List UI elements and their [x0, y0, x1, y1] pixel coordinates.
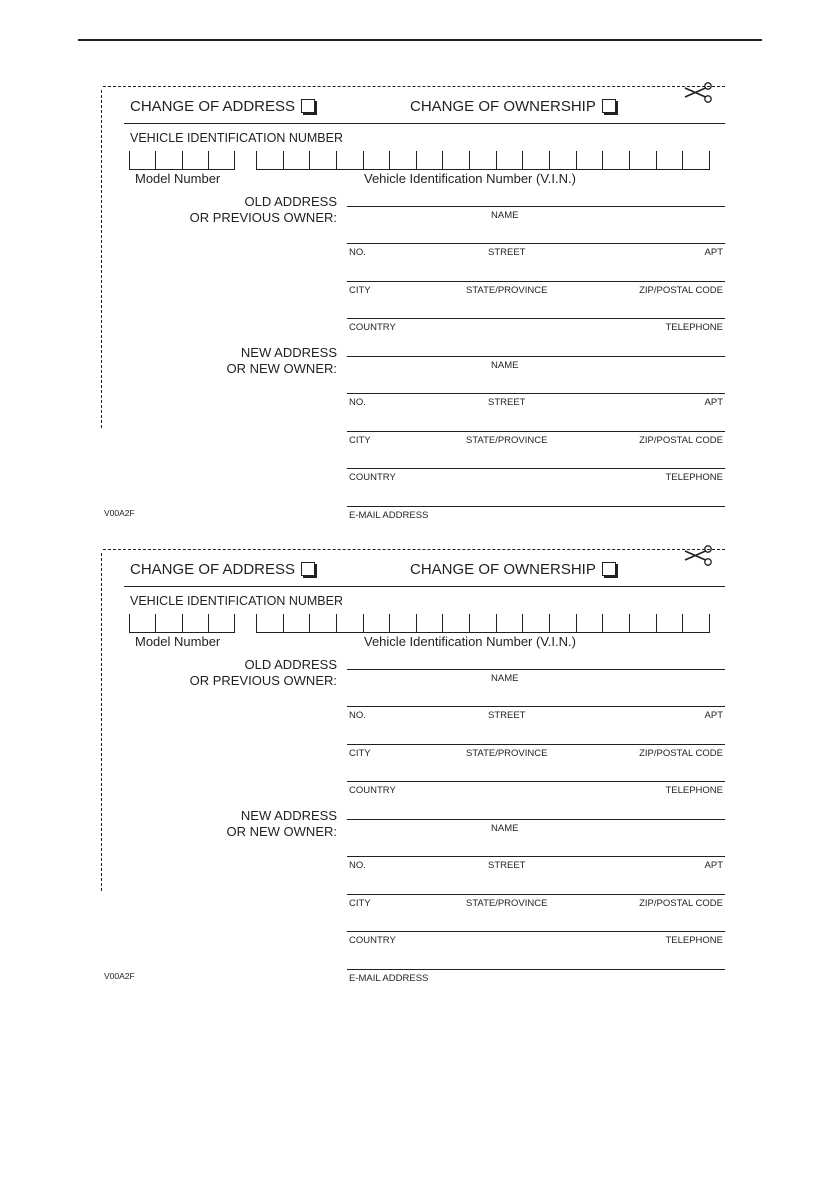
name-label: NAME	[491, 673, 519, 684]
character-box[interactable]	[442, 614, 469, 632]
street-label: STREET	[488, 710, 526, 721]
no-label: NO.	[349, 710, 366, 721]
change-of-ownership-option[interactable]	[410, 98, 616, 115]
character-box[interactable]	[309, 614, 336, 632]
email-field[interactable]	[347, 969, 725, 984]
country-label: COUNTRY	[349, 935, 396, 946]
character-box[interactable]	[155, 151, 181, 169]
change-of-ownership-label: CHANGE OF OWNERSHIP	[410, 98, 596, 115]
character-box[interactable]	[416, 614, 443, 632]
zip-label: ZIP/POSTAL CODE	[639, 748, 723, 759]
character-box[interactable]	[208, 151, 235, 169]
character-box[interactable]	[682, 614, 710, 632]
old-owner-line1: OLD ADDRESS	[244, 194, 337, 209]
model-number-caption: Model Number	[135, 171, 221, 186]
state-label: STATE/PROVINCE	[466, 285, 548, 296]
old-country-field[interactable]	[347, 318, 725, 333]
new-owner-heading	[227, 345, 338, 376]
vin-boxes[interactable]	[256, 614, 710, 633]
character-box[interactable]	[256, 614, 283, 632]
character-box[interactable]	[576, 614, 603, 632]
new-city-field[interactable]	[347, 894, 725, 909]
character-box[interactable]	[129, 151, 155, 169]
change-of-ownership-option[interactable]	[410, 561, 616, 578]
checkbox-icon[interactable]	[301, 562, 315, 576]
checkbox-icon[interactable]	[301, 99, 315, 113]
scissors-icon	[683, 543, 713, 569]
country-label: COUNTRY	[349, 785, 396, 796]
name-label: NAME	[491, 360, 519, 371]
header-rule	[124, 123, 725, 124]
old-owner-line2: OR PREVIOUS OWNER:	[189, 209, 337, 225]
character-box[interactable]	[602, 151, 629, 169]
character-box[interactable]	[363, 614, 390, 632]
new-country-field[interactable]	[347, 931, 725, 946]
left-cut-line	[101, 553, 102, 891]
vin-header: VEHICLE IDENTIFICATION NUMBER	[130, 131, 343, 145]
character-box[interactable]	[182, 614, 208, 632]
character-box[interactable]	[256, 151, 283, 169]
cut-line	[103, 86, 725, 87]
character-box[interactable]	[389, 151, 416, 169]
character-box[interactable]	[522, 614, 549, 632]
country-label: COUNTRY	[349, 472, 396, 483]
email-label: E-MAIL ADDRESS	[349, 973, 429, 984]
new-street-field[interactable]	[347, 856, 725, 871]
cut-line	[103, 549, 725, 550]
old-owner-heading	[190, 194, 337, 225]
zip-label: ZIP/POSTAL CODE	[639, 285, 723, 296]
new-name-field[interactable]	[347, 819, 725, 834]
apt-label: APT	[704, 397, 723, 408]
character-box[interactable]	[576, 151, 603, 169]
telephone-label: TELEPHONE	[665, 472, 723, 483]
model-number-boxes[interactable]	[129, 151, 235, 170]
new-owner-line2: OR NEW OWNER:	[226, 823, 337, 839]
name-label: NAME	[491, 823, 519, 834]
apt-label: APT	[704, 860, 723, 871]
telephone-label: TELEPHONE	[665, 322, 723, 333]
street-label: STREET	[488, 247, 526, 258]
state-label: STATE/PROVINCE	[466, 435, 548, 446]
character-box[interactable]	[522, 151, 549, 169]
street-label: STREET	[488, 860, 526, 871]
city-label: CITY	[349, 435, 371, 446]
country-label: COUNTRY	[349, 322, 396, 333]
old-street-field[interactable]	[347, 706, 725, 721]
character-box[interactable]	[549, 614, 576, 632]
old-owner-heading	[190, 657, 337, 688]
character-box[interactable]	[496, 614, 523, 632]
change-of-address-option[interactable]	[130, 98, 315, 115]
character-box[interactable]	[629, 151, 656, 169]
form-code: V00A2F	[104, 508, 135, 518]
character-box[interactable]	[309, 151, 336, 169]
apt-label: APT	[704, 710, 723, 721]
apt-label: APT	[704, 247, 723, 258]
form-code: V00A2F	[104, 971, 135, 981]
old-street-field[interactable]	[347, 243, 725, 258]
vin-caption: Vehicle Identification Number (V.I.N.)	[364, 634, 576, 649]
old-city-field[interactable]	[347, 744, 725, 759]
change-form	[0, 463, 832, 984]
city-label: CITY	[349, 898, 371, 909]
character-box[interactable]	[469, 151, 496, 169]
new-name-field[interactable]	[347, 356, 725, 371]
zip-label: ZIP/POSTAL CODE	[639, 898, 723, 909]
new-city-field[interactable]	[347, 431, 725, 446]
character-box[interactable]	[656, 614, 683, 632]
no-label: NO.	[349, 397, 366, 408]
model-number-boxes[interactable]	[129, 614, 235, 633]
old-name-field[interactable]	[347, 206, 725, 221]
old-city-field[interactable]	[347, 281, 725, 296]
change-of-address-label: CHANGE OF ADDRESS	[130, 98, 296, 115]
no-label: NO.	[349, 247, 366, 258]
character-box[interactable]	[182, 151, 208, 169]
character-box[interactable]	[155, 614, 181, 632]
character-box[interactable]	[416, 151, 443, 169]
new-street-field[interactable]	[347, 393, 725, 408]
name-label: NAME	[491, 210, 519, 221]
new-owner-line1: NEW ADDRESS	[240, 808, 337, 823]
character-box[interactable]	[602, 614, 629, 632]
scissors-icon	[683, 80, 713, 106]
vin-boxes[interactable]	[256, 151, 710, 170]
vin-header: VEHICLE IDENTIFICATION NUMBER	[130, 594, 343, 608]
character-box[interactable]	[389, 614, 416, 632]
character-box[interactable]	[363, 151, 390, 169]
checkbox-icon[interactable]	[602, 562, 616, 576]
change-of-address-label: CHANGE OF ADDRESS	[130, 561, 296, 578]
vin-caption: Vehicle Identification Number (V.I.N.)	[364, 171, 576, 186]
new-owner-heading	[227, 808, 338, 839]
street-label: STREET	[488, 397, 526, 408]
email-label: E-MAIL ADDRESS	[349, 510, 429, 521]
city-label: CITY	[349, 748, 371, 759]
change-form	[0, 0, 832, 521]
character-box[interactable]	[469, 614, 496, 632]
state-label: STATE/PROVINCE	[466, 898, 548, 909]
old-owner-line2: OR PREVIOUS OWNER:	[189, 672, 337, 688]
character-box[interactable]	[656, 151, 683, 169]
old-owner-line1: OLD ADDRESS	[244, 657, 337, 672]
character-box[interactable]	[549, 151, 576, 169]
telephone-label: TELEPHONE	[665, 935, 723, 946]
zip-label: ZIP/POSTAL CODE	[639, 435, 723, 446]
header-rule	[124, 586, 725, 587]
state-label: STATE/PROVINCE	[466, 748, 548, 759]
city-label: CITY	[349, 285, 371, 296]
character-box[interactable]	[283, 151, 310, 169]
change-of-ownership-label: CHANGE OF OWNERSHIP	[410, 561, 596, 578]
checkbox-icon[interactable]	[602, 99, 616, 113]
character-box[interactable]	[208, 614, 235, 632]
character-box[interactable]	[496, 151, 523, 169]
old-name-field[interactable]	[347, 669, 725, 684]
character-box[interactable]	[336, 151, 363, 169]
old-country-field[interactable]	[347, 781, 725, 796]
no-label: NO.	[349, 860, 366, 871]
character-box[interactable]	[442, 151, 469, 169]
character-box[interactable]	[682, 151, 710, 169]
character-box[interactable]	[629, 614, 656, 632]
character-box[interactable]	[336, 614, 363, 632]
character-box[interactable]	[129, 614, 155, 632]
telephone-label: TELEPHONE	[665, 785, 723, 796]
model-number-caption: Model Number	[135, 634, 221, 649]
new-owner-line1: NEW ADDRESS	[240, 345, 337, 360]
left-cut-line	[101, 90, 102, 428]
new-owner-line2: OR NEW OWNER:	[226, 360, 337, 376]
change-of-address-option[interactable]	[130, 561, 315, 578]
character-box[interactable]	[283, 614, 310, 632]
